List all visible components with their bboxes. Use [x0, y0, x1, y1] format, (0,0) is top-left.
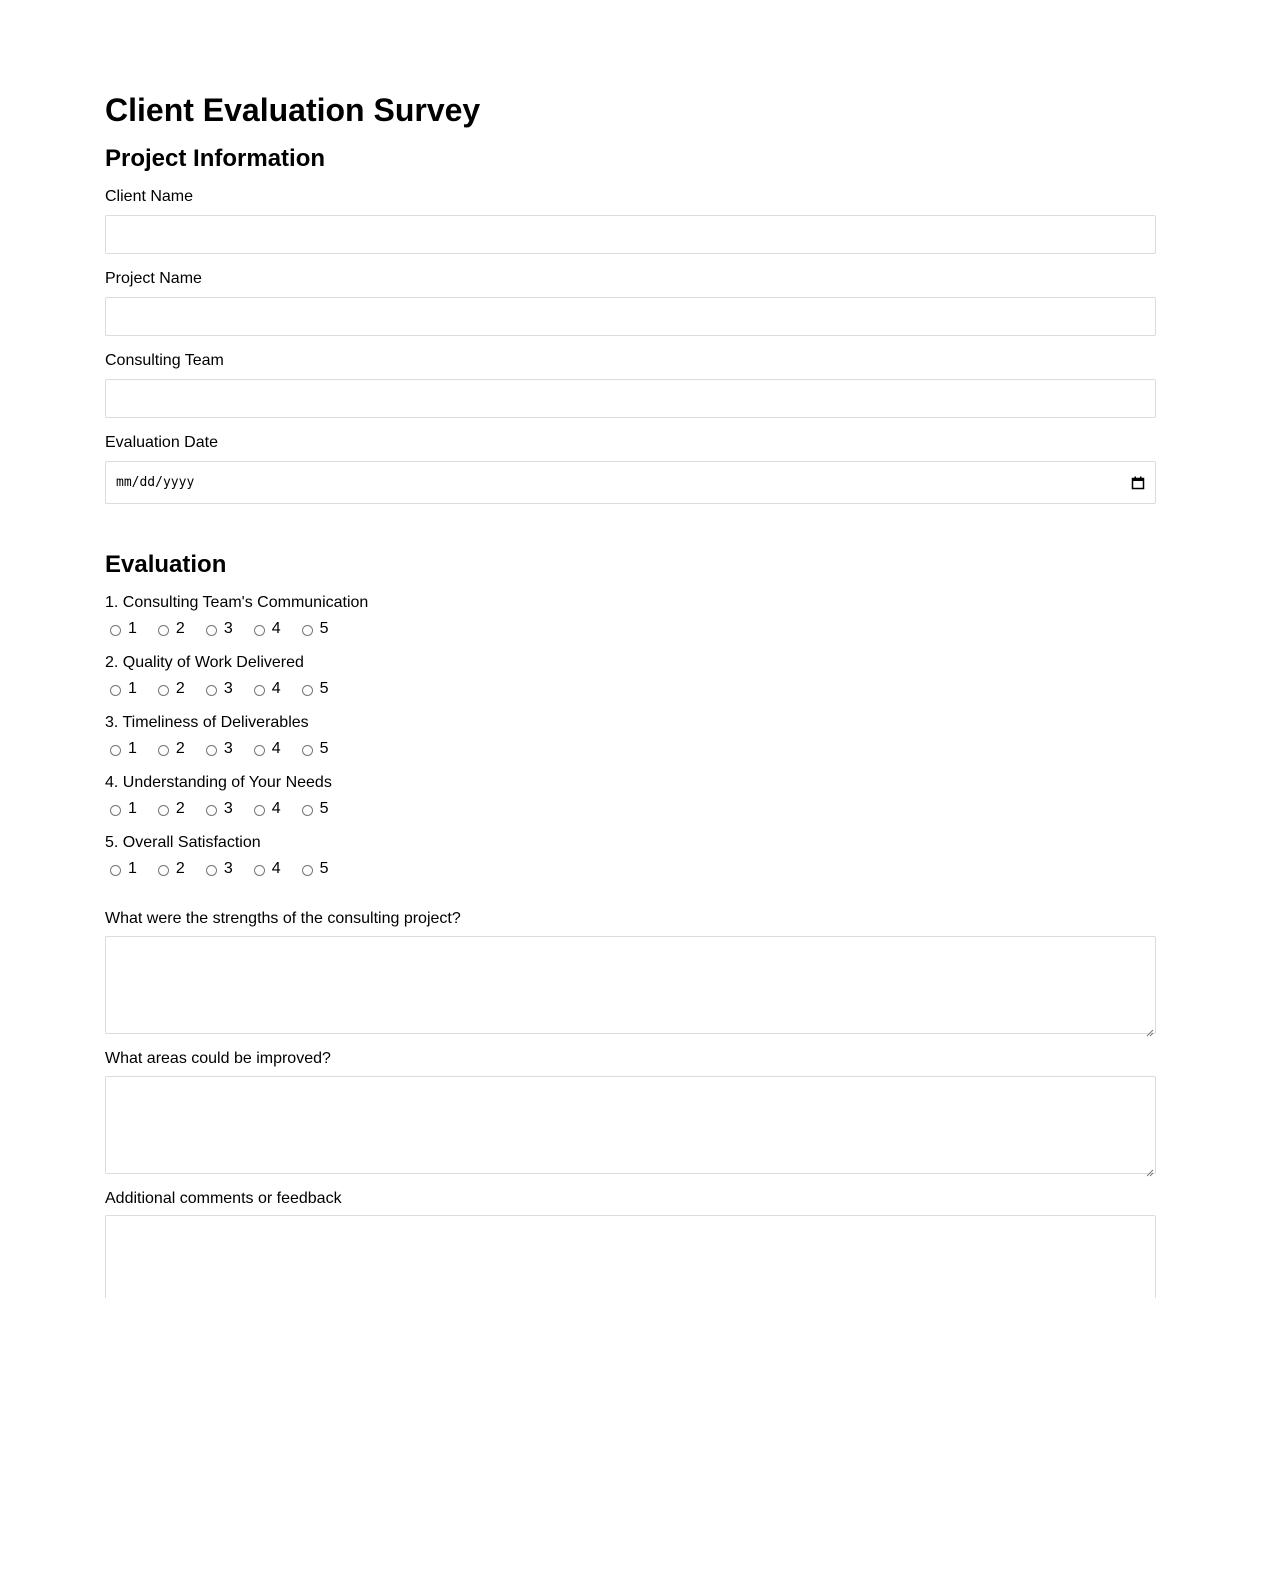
rating-option[interactable]: 2 — [153, 859, 185, 879]
radio-button[interactable] — [206, 745, 217, 756]
section-heading-evaluation: Evaluation — [105, 551, 227, 578]
rating-option[interactable]: 3 — [201, 859, 233, 879]
page-title: Client Evaluation Survey — [105, 92, 481, 128]
project-name-label: Project Name — [105, 270, 202, 287]
radio-button[interactable] — [302, 745, 313, 756]
question-label: 1. Consulting Team's Communication — [105, 594, 369, 611]
resize-handle-icon[interactable] — [1146, 1164, 1154, 1172]
radio-button[interactable] — [110, 805, 121, 816]
radio-button[interactable] — [254, 745, 265, 756]
rating-option[interactable]: 5 — [297, 739, 329, 759]
clipped-region — [105, 1215, 1156, 1298]
radio-button[interactable] — [206, 685, 217, 696]
resize-handle-icon[interactable] — [1146, 1024, 1154, 1032]
radio-button[interactable] — [254, 685, 265, 696]
question-label: 4. Understanding of Your Needs — [105, 774, 332, 791]
rating-option[interactable]: 4 — [249, 799, 281, 819]
radio-button[interactable] — [302, 805, 313, 816]
radio-button[interactable] — [302, 865, 313, 876]
rating-group-communication — [105, 619, 345, 639]
consulting-team-input[interactable] — [105, 379, 1156, 418]
strengths-label: What were the strengths of the consulting project? — [105, 910, 461, 927]
radio-button[interactable] — [158, 625, 169, 636]
rating-option[interactable]: 4 — [249, 619, 281, 639]
additional-comments-textarea[interactable] — [105, 1215, 1156, 1298]
section-heading-project-information: Project Information — [105, 145, 326, 172]
radio-button[interactable] — [254, 625, 265, 636]
rating-group-timeliness — [105, 739, 345, 759]
rating-group-quality — [105, 679, 345, 699]
rating-option[interactable]: 1 — [105, 799, 137, 819]
client-name-input[interactable] — [105, 215, 1156, 254]
radio-button[interactable] — [158, 805, 169, 816]
radio-button[interactable] — [206, 865, 217, 876]
additional-comments-label: Additional comments or feedback — [105, 1190, 342, 1207]
consulting-team-label: Consulting Team — [105, 352, 224, 369]
client-name-label: Client Name — [105, 188, 194, 205]
rating-option[interactable]: 4 — [249, 739, 281, 759]
rating-option[interactable]: 5 — [297, 859, 329, 879]
radio-button[interactable] — [158, 865, 169, 876]
improvements-textarea[interactable] — [105, 1076, 1156, 1174]
radio-button[interactable] — [110, 685, 121, 696]
radio-button[interactable] — [110, 625, 121, 636]
rating-option[interactable]: 1 — [105, 859, 137, 879]
evaluation-date-label: Evaluation Date — [105, 434, 218, 451]
rating-group-understanding — [105, 799, 345, 819]
rating-option[interactable]: 3 — [201, 739, 233, 759]
radio-button[interactable] — [206, 625, 217, 636]
rating-group-overall-satisfaction — [105, 859, 345, 879]
rating-option[interactable]: 3 — [201, 679, 233, 699]
rating-option[interactable]: 4 — [249, 859, 281, 879]
radio-button[interactable] — [302, 685, 313, 696]
rating-option[interactable]: 1 — [105, 679, 137, 699]
rating-option[interactable]: 2 — [153, 619, 185, 639]
evaluation-date-input[interactable] — [105, 461, 1156, 504]
improvements-label: What areas could be improved? — [105, 1050, 331, 1067]
rating-option[interactable]: 2 — [153, 679, 185, 699]
rating-option[interactable]: 1 — [105, 739, 137, 759]
radio-button[interactable] — [158, 685, 169, 696]
rating-option[interactable]: 2 — [153, 799, 185, 819]
question-label: 2. Quality of Work Delivered — [105, 654, 304, 671]
rating-option[interactable]: 4 — [249, 679, 281, 699]
radio-button[interactable] — [254, 865, 265, 876]
radio-button[interactable] — [110, 745, 121, 756]
radio-button[interactable] — [302, 625, 313, 636]
rating-option[interactable]: 3 — [201, 799, 233, 819]
rating-option[interactable]: 5 — [297, 619, 329, 639]
date-placeholder: mm/dd/yyyy — [116, 475, 195, 490]
project-name-input[interactable] — [105, 297, 1156, 336]
question-label: 5. Overall Satisfaction — [105, 834, 261, 851]
rating-option[interactable]: 3 — [201, 619, 233, 639]
calendar-icon[interactable] — [1131, 476, 1145, 490]
rating-option[interactable]: 5 — [297, 679, 329, 699]
rating-option[interactable]: 2 — [153, 739, 185, 759]
radio-button[interactable] — [158, 745, 169, 756]
radio-button[interactable] — [254, 805, 265, 816]
radio-button[interactable] — [110, 865, 121, 876]
rating-option[interactable]: 1 — [105, 619, 137, 639]
question-label: 3. Timeliness of Deliverables — [105, 714, 309, 731]
strengths-textarea[interactable] — [105, 936, 1156, 1034]
radio-button[interactable] — [206, 805, 217, 816]
rating-option[interactable]: 5 — [297, 799, 329, 819]
